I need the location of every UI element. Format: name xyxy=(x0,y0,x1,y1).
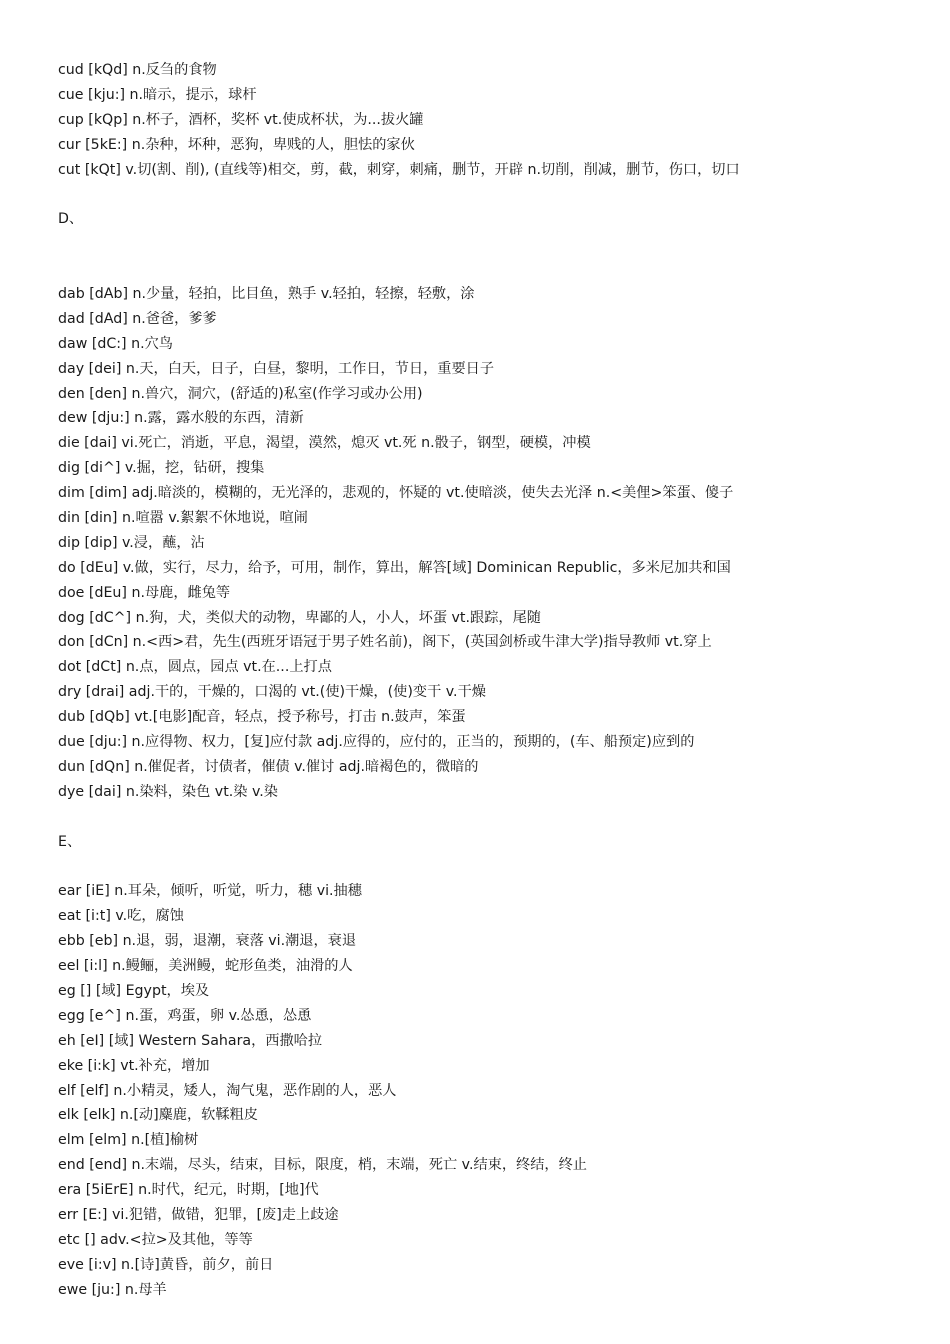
blank-line xyxy=(58,232,918,257)
dictionary-entry: cur [5kE:] n.杂种，坏种，恶狗，卑贱的人，胆怯的家伙 xyxy=(58,136,415,153)
dictionary-entry: end [end] n.末端，尽头，结束，目标，限度，梢，末端，死亡 v.结束，终结，终止 xyxy=(58,1157,587,1174)
dictionary-entry: err [E:] vi.犯错，做错，犯罪，[废]走上歧途 xyxy=(58,1206,339,1223)
dictionary-entry: era [5iErE] n.时代，纪元，时期，[地]代 xyxy=(58,1182,319,1199)
dictionary-entry: egg [e^] n.蛋，鸡蛋，卵 v.怂恿，怂恿 xyxy=(58,1007,312,1024)
dictionary-entry: ewe [ju:] n.母羊 xyxy=(58,1281,167,1298)
dictionary-entry: due [dju:] n.应得物、权力，[复]应付款 adj.应得的，应付的，正当的，预期的，(车、船预定)应到的 xyxy=(58,734,695,751)
blank-line xyxy=(58,182,918,207)
dictionary-entry: eat [i:t] v.吃，腐蚀 xyxy=(58,908,184,925)
blank-line xyxy=(58,805,918,830)
dictionary-entry: elf [elf] n.小精灵，矮人，淘气鬼，恶作剧的人，恶人 xyxy=(58,1082,397,1099)
dictionary-entry: dye [dai] n.染料，染色 vt.染 v.染 xyxy=(58,783,278,800)
dictionary-entry: dig [di^] v.掘，挖，钻研，搜集 xyxy=(58,460,265,477)
dictionary-entry: cue [kju:] n.暗示，提示，球杆 xyxy=(58,86,257,103)
blank-line xyxy=(58,855,918,880)
dictionary-entry: eke [i:k] vt.补充，增加 xyxy=(58,1057,210,1074)
dictionary-entry: do [dEu] v.做，实行，尽力，给予，可用，制作，算出，解答[域] Dominican Republic，多米尼加共和国 xyxy=(58,559,731,576)
dictionary-entry: dub [dQb] vt.[电影]配音，轻点，授予称号，打击 n.鼓声，笨蛋 xyxy=(58,709,466,726)
dictionary-entry: den [den] n.兽穴，洞穴，(舒适的)私室(作学习或办公用) xyxy=(58,385,423,402)
dictionary-entry: eg [] [域] Egypt，埃及 xyxy=(58,982,210,999)
document-page xyxy=(58,58,918,1303)
dictionary-entry: cup [kQp] n.杯子，酒杯，奖杯 vt.使成杯状，为...拔火罐 xyxy=(58,111,424,128)
dictionary-entry: eve [i:v] n.[诗]黄昏，前夕，前日 xyxy=(58,1256,274,1273)
blank-line xyxy=(58,257,918,282)
dictionary-entry: ear [iE] n.耳朵，倾听，听觉，听力，穗 vi.抽穗 xyxy=(58,883,362,900)
dictionary-entry: dog [dC^] n.狗，犬，类似犬的动物，卑鄙的人，小人，坏蛋 vt.跟踪，尾随 xyxy=(58,609,541,626)
section-heading: E、 xyxy=(58,833,82,850)
dictionary-entry: cut [kQt] v.切(割、削), (直线等)相交，剪，截，刺穿，刺痛，删节，开辟 n.切削，削减，删节，伤口，切口 xyxy=(58,161,740,178)
dictionary-entry: doe [dEu] n.母鹿，雌兔等 xyxy=(58,584,231,601)
dictionary-entry: day [dei] n.天，白天，日子，白昼，黎明，工作日，节日，重要日子 xyxy=(58,360,495,377)
dictionary-entry: etc [] adv.<拉>及其他，等等 xyxy=(58,1231,253,1248)
dictionary-entry: dry [drai] adj.干的，干燥的，口渴的 vt.(使)干燥，(使)变干 v.干燥 xyxy=(58,684,486,701)
dictionary-entry: ebb [eb] n.退，弱，退潮，衰落 vi.潮退，衰退 xyxy=(58,933,357,950)
dictionary-entry: eh [eI] [域] Western Sahara，西撒哈拉 xyxy=(58,1032,323,1049)
dictionary-entry: elm [elm] n.[植]榆树 xyxy=(58,1132,199,1149)
dictionary-entry: din [din] n.喧嚣 v.絮絮不休地说，喧闹 xyxy=(58,510,308,527)
dictionary-entry: dew [dju:] n.露，露水般的东西，清新 xyxy=(58,410,304,427)
dictionary-entry: dun [dQn] n.催促者，讨债者，催债 v.催讨 adj.暗褐色的，微暗的 xyxy=(58,758,479,775)
dictionary-entry: elk [elk] n.[动]麋鹿，软鞣粗皮 xyxy=(58,1107,258,1124)
dictionary-entry: dot [dCt] n.点，圆点，园点 vt.在...上打点 xyxy=(58,659,332,676)
dictionary-entry: eel [i:l] n.鳗鲡，美洲鳗，蛇形鱼类，油滑的人 xyxy=(58,958,353,975)
dictionary-entry: daw [dC:] n.穴鸟 xyxy=(58,335,173,352)
dictionary-entry: don [dCn] n.<西>君，先生(西班牙语冠于男子姓名前)，阁下，(英国剑桥或牛津大学)指导教师 vt.穿上 xyxy=(58,634,712,651)
dictionary-entry: dim [dim] adj.暗淡的，模糊的，无光泽的，悲观的，怀疑的 vt.使暗淡，使失去光泽 n.<美俚>笨蛋、傻子 xyxy=(58,485,734,502)
dictionary-entry: dad [dAd] n.爸爸，爹爹 xyxy=(58,310,217,327)
dictionary-entry: dab [dAb] n.少量，轻拍，比目鱼，熟手 v.轻拍，轻擦，轻敷，涂 xyxy=(58,286,475,303)
dictionary-entry: dip [dip] v.浸，蘸，沾 xyxy=(58,534,205,551)
section-heading: D、 xyxy=(58,211,84,228)
dictionary-entry: die [dai] vi.死亡，消逝，平息，渴望，漠然，熄灭 vt.死 n.骰子，钢型，硬模，冲模 xyxy=(58,435,591,452)
dictionary-entry: cud [kQd] n.反刍的食物 xyxy=(58,62,217,78)
